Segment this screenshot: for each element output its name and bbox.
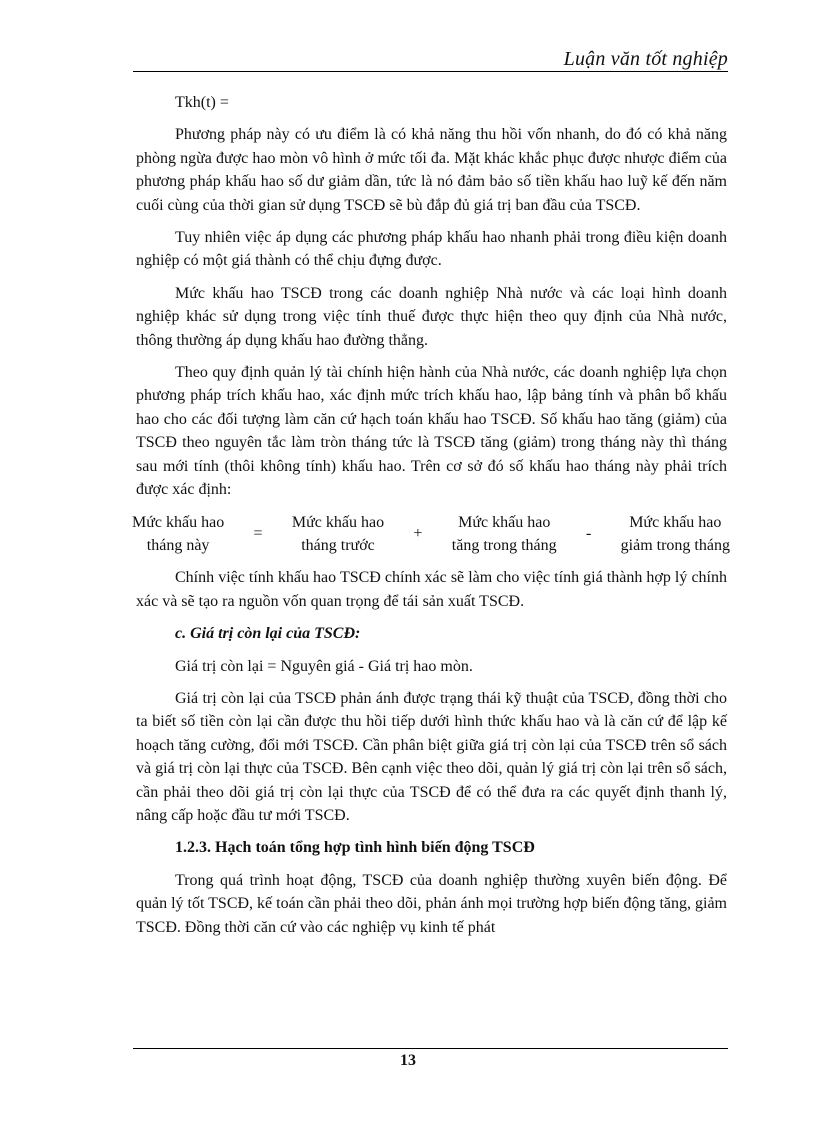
formula-term-increase [452, 511, 557, 558]
formula-term-line: giảm trong tháng [620, 536, 730, 554]
subheading-residual-value: c. Giá trị còn lại của TSCĐ: [175, 625, 361, 643]
paragraph-accuracy: Chính việc tính khấu hao TSCĐ chính xác sẽ làm cho việc tính giá thành hợp lý chính xác và sẽ tạo ra nguồn vốn quan trọng để tái sản xuất TSCĐ. [136, 569, 727, 610]
header-divider [133, 71, 728, 72]
footer-divider [133, 1048, 728, 1049]
section-heading-1-2-3: 1.2.3. Hạch toán tổng hợp tình hình biến động TSCĐ [175, 839, 535, 857]
paragraph-advantages: Phương pháp này có ưu điểm là có khả năng thu hồi vốn nhanh, do đó có khả năng phòng ngừa được hao mòn vô hình ở mức tối đa. Mặt khác khắc phục được nhược điểm của phương pháp khấu hao số dư giảm dần, tức là nó đảm bảo số tiền khấu hao luỹ kế đến năm cuối cùng của thời gian sử dụng TSCĐ sẽ bù đắp đủ giá trị ban đầu của TSCĐ. [136, 126, 727, 214]
formula-term-decrease [621, 511, 730, 558]
formula-term-this-month [132, 511, 224, 558]
paragraph-operations: Trong quá trình hoạt động, TSCĐ của doanh nghiệp thường xuyên biến động. Để quản lý tốt TSCĐ, kế toán cần phải theo dõi, phản ánh mọi trường hợp biến động tăng, giảm TSCĐ. Đồng thời căn cứ vào các nghiệp vụ kinh tế phát [136, 871, 727, 936]
running-header-title: Luận văn tốt nghiệp [563, 48, 728, 70]
paragraph-regulations: Theo quy định quản lý tài chính hiện hành của Nhà nước, các doanh nghiệp lựa chọn phương pháp trích khấu hao, xác định mức trích khấu hao, lập bảng tính và phân bổ khấu hao cho các đối tượng làm căn cứ hạch toán khấu hao TSCĐ. Số khấu hao tăng (giảm) của TSCĐ theo nguyên tắc làm tròn tháng tức là TSCĐ tăng (giảm) trong tháng này thì tháng sau mới tính (thôi không tính) khấu hao. Trên cơ sở đó số khấu hao tháng này phải trích được xác định: [136, 364, 727, 499]
formula-term-line: Mức khấu hao [458, 513, 551, 531]
paragraph-conditions: Tuy nhiên việc áp dụng các phương pháp khấu hao nhanh phải trong điều kiện doanh nghiệp có một giá thành có thể chịu đựng được. [136, 229, 727, 270]
formula-term-line: Mức khấu hao [132, 513, 225, 531]
formula-term-line: Mức khấu hao [629, 513, 722, 531]
formula-term-line: tháng này [146, 536, 210, 554]
formula-term-line: tăng trong tháng [451, 536, 557, 554]
formula-minus-sign: - [585, 525, 592, 543]
formula-term-line: tháng trước [301, 536, 375, 554]
formula-equals-sign: = [253, 525, 263, 543]
formula-label: Tkh(t) = [175, 94, 229, 111]
formula-plus-sign: + [413, 525, 423, 543]
paragraph-depreciation-rate: Mức khấu hao TSCĐ trong các doanh nghiệp Nhà nước và các loại hình doanh nghiệp khác sử dụng trong việc tính thuế được thực hiện theo quy định của Nhà nước, thông thường áp dụng khấu hao đường thẳng. [136, 284, 727, 349]
page-number: 13 [400, 1052, 416, 1069]
paragraph-residual-meaning: Giá trị còn lại của TSCĐ phản ánh được trạng thái kỹ thuật của TSCĐ, đồng thời cho ta biết số tiền còn lại cần được thu hồi tiếp dưới hình thức khấu hao và là căn cứ để lập kế hoạch tăng cường, đổi mới TSCĐ. Cần phân biệt giữa giá trị còn lại của TSCĐ trên sổ sách và giá trị còn lại thực của TSCĐ. Bên cạnh việc theo dõi, quản lý giá trị còn lại trên sổ sách, cần phải theo dõi giá trị còn lại thực của TSCĐ để có thể đưa ra các quyết định thanh lý, nâng cấp hoặc đầu tư mới TSCĐ. [136, 689, 727, 824]
paragraph-residual-formula: Giá trị còn lại = Nguyên giá - Giá trị hao mòn. [175, 657, 473, 675]
page-body [132, 91, 730, 948]
formula-term-last-month [292, 511, 384, 558]
depreciation-formula [132, 511, 730, 558]
formula-term-line: Mức khấu hao [291, 513, 385, 531]
